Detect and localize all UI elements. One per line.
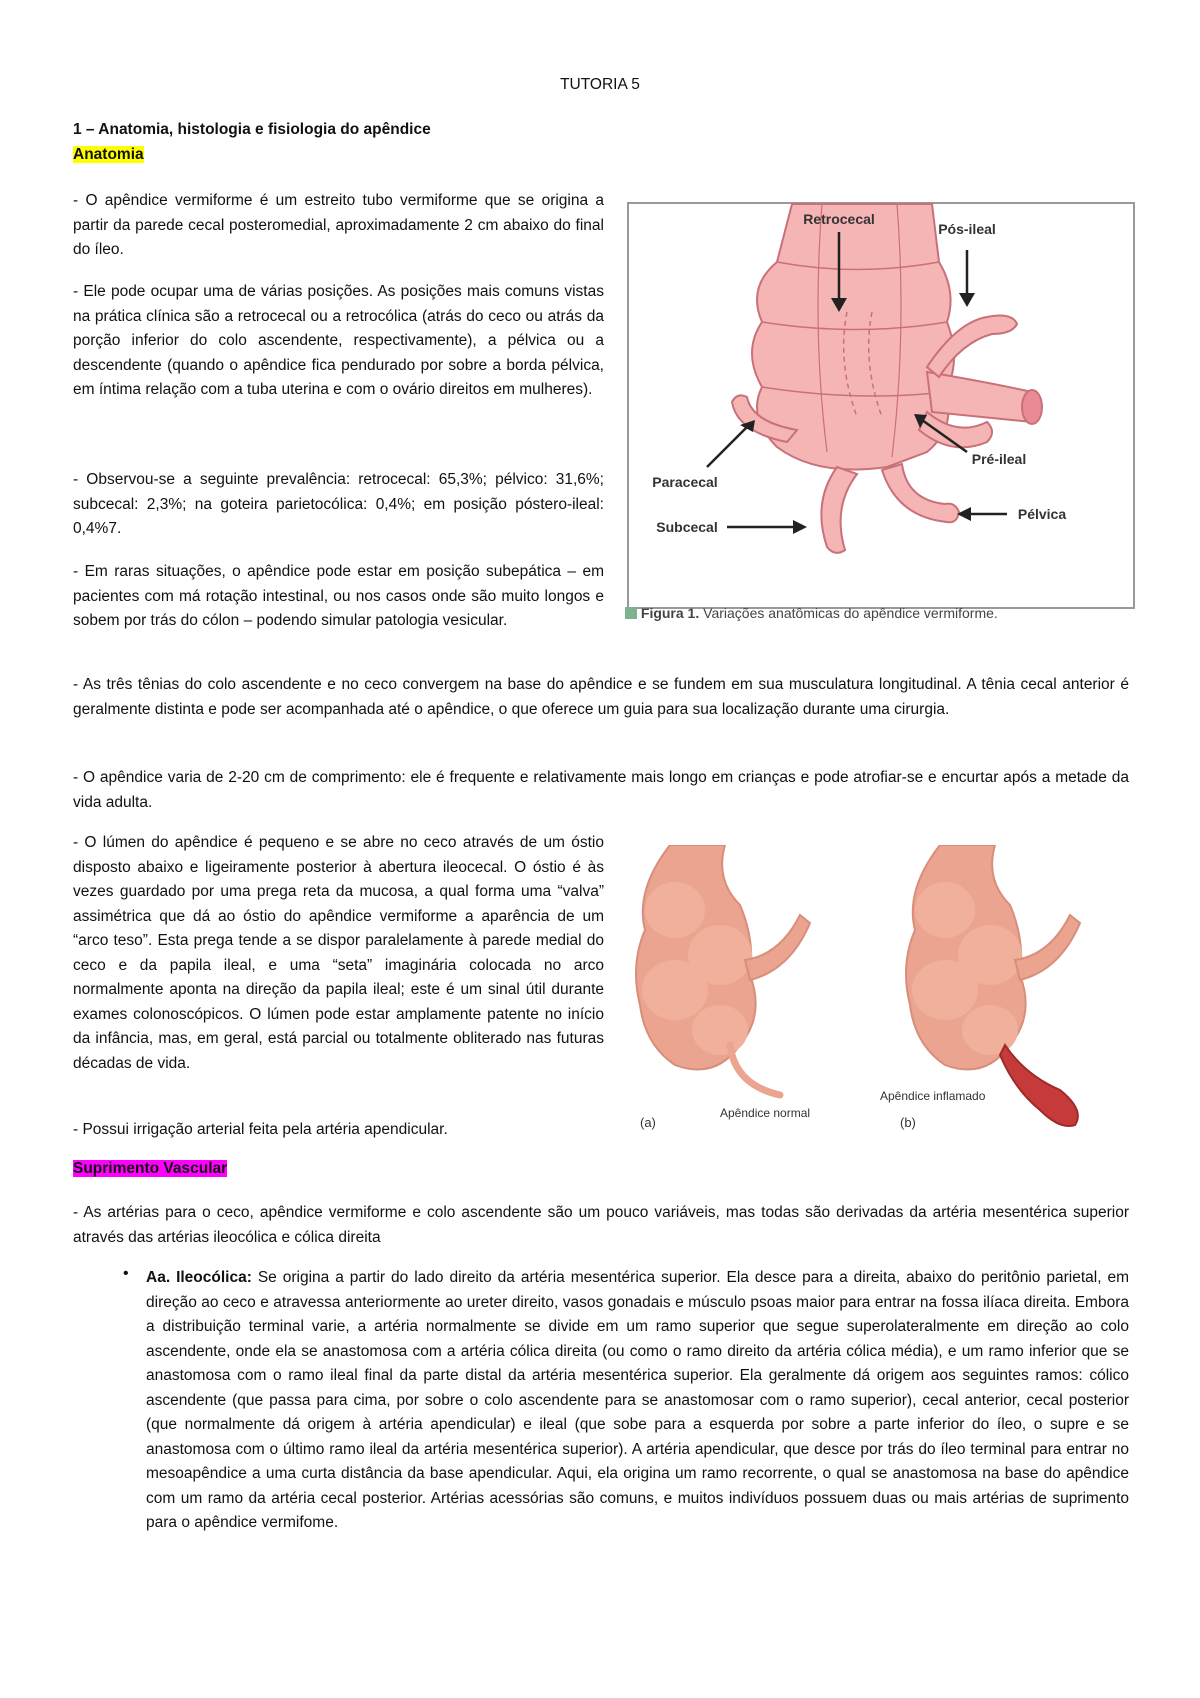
label-pos-ileal: Pós-ileal xyxy=(938,221,996,237)
figure-2-illustration xyxy=(630,845,1150,1145)
label-pre-ileal: Pré-ileal xyxy=(971,451,1027,467)
anatomia-label: Anatomia xyxy=(73,146,144,163)
bullet-paragraph xyxy=(146,1266,1129,1536)
bullet-symbol: • xyxy=(123,1265,129,1282)
label-subcecal: Subcecal xyxy=(656,519,718,535)
paragraph-7: - O lúmen do apêndice é pequeno e se abre no ceco através de um óstio disposto abaixo e ligeiramente posterior à abertura ileocecal. O óstio é às vezes guardado por uma prega reta da mucosa, a qual forma uma “valva” assimétrica que dá ao óstio do apêndice vermiforme a aparência de um “arco teso”. Esta prega tende a se dispor paralelamente à parede medial do ceco e da papila ileal, e uma “seta” imaginária colocada no arco normalmente aponta na direção da papila ileal; este é um sinal útil durante exames colonoscópicos. O lúmen pode estar amplamente patente no início da infância, mas, em geral, está parcial ou totalmente obliterado nas futuras décadas de vida. xyxy=(73,834,604,1072)
label-b: (b) xyxy=(900,1115,916,1130)
cecum-inflamed xyxy=(906,845,1080,1126)
figure-normal-vs-inflamed xyxy=(630,845,1150,1145)
figure-1-illustration xyxy=(627,202,1135,619)
figure-appendix-variations xyxy=(627,202,1135,619)
paragraph-1: - O apêndice vermiforme é um estreito tubo vermiforme que se origina a partir da parede cecal posteromedial, aproximadamente 2 cm abaixo do final do íleo. xyxy=(73,192,604,258)
label-paracecal: Paracecal xyxy=(652,474,718,490)
label-retrocecal: Retrocecal xyxy=(803,211,875,227)
caption-text: Variações anatômicas do apêndice vermiforme. xyxy=(699,605,998,621)
paragraph-8: - Possui irrigação arterial feita pela artéria apendicular. xyxy=(73,1121,448,1138)
bullet-text: Se origina a partir do lado direito da artéria mesentérica superior. Ela desce para a direita, abaixo do peritônio parietal, em direção ao ceco e atravessa anteriormente ao ureter direito, vasos gonadais e músculo psoas maior para entrar na fossa ilíaca direita. Embora a distribuição terminal varie, a artéria normalmente se divide em um ramo superior que segue superolateralmente em direção ao colo ascendente, onde ela se anastomosa com a artéria cólica direita (ou como o ramo direito da artéria cólica média), e um ramo inferior que se anastomosa com o ramo ileal final da parte distal da artéria mesentérica superior. Ela geralmente dá origem aos seguintes ramos: cólico ascendente (que passa para cima, por sobre o colo ascendente para se anastomosar com o ramo superior), cecal anterior, cecal posterior (que normalmente dá origem à artéria apendicular) e ileal (que sobe para a esquerda por sobre a parte inferior do íleo, o supre e se anastomosa com o último ramo ileal da artéria mesentérica superior). A artéria apendicular, que desce por trás do íleo terminal para entrar no mesoapêndice a uma curta distância da base apendicular. Aqui, ela origina um ramo recorrente, o qual se anastomosa na base do apêndice com um ramo da artéria cecal posterior. Artérias acessórias são comuns, e muitos indivíduos possuem duas ou mais artérias de suprimento para o apêndice vermifome. xyxy=(146,1269,1129,1531)
figure-1-caption xyxy=(625,605,998,621)
bullet-lead: Aa. Ileocólica: xyxy=(146,1269,252,1286)
label-inflamed: Apêndice inflamado xyxy=(880,1089,986,1103)
suprimento-label: Suprimento Vascular xyxy=(73,1160,228,1177)
label-pelvica: Pélvica xyxy=(1017,506,1067,522)
caption-bold: Figura 1. xyxy=(640,605,700,621)
document-title: TUTORIA 5 xyxy=(560,76,640,93)
paragraph-5: - As três tênias do colo ascendente e no ceco convergem na base do apêndice e se fundem em sua musculatura longitudinal. A tênia cecal anterior é geralmente distinta e pode ser acompanhada até o apêndice, o que oferece um guia para sua localização durante uma cirurgia. xyxy=(73,676,1129,718)
label-a: (a) xyxy=(640,1115,656,1130)
paragraph-4: - Em raras situações, o apêndice pode estar em posição subepática – em pacientes com má rotação intestinal, ou nos casos onde são muito longos e sobem por trás do cólon – podendo simular patologia vesicular. xyxy=(73,563,604,629)
section-heading: 1 – Anatomia, histologia e fisiologia do apêndice xyxy=(73,121,431,138)
paragraph-3: - Observou-se a seguinte prevalência: retrocecal: 65,3%; pélvico: 31,6%; subcecal: 2,3%; na goteira parietocólica: 0,4%; em posição póstero-ileal: 0,4%7. xyxy=(73,471,604,537)
paragraph-9: - As artérias para o ceco, apêndice vermiforme e colo ascendente são um pouco variáveis, mas todas são derivadas da artéria mesentérica superior através das artérias ileocólica e cólica direita xyxy=(73,1204,1129,1246)
paragraph-6: - O apêndice varia de 2-20 cm de comprimento: ele é frequente e relativamente mais longo em crianças e pode atrofiar-se e encurtar após a metade da vida adulta. xyxy=(73,769,1129,811)
caption-square xyxy=(625,607,637,619)
paragraph-2: - Ele pode ocupar uma de várias posições. As posições mais comuns vistas na prática clínica são a retrocecal ou a retrocólica (atrás do ceco ou atrás da porção inferior do colo ascendente, respectivamente), a pélvica ou a descendente (quando o apêndice fica pendurado por sobre a borda pélvica, em íntima relação com a tuba uterina e com o ovário direitos em mulheres). xyxy=(73,283,604,398)
cecum-normal xyxy=(636,845,810,1095)
label-normal: Apêndice normal xyxy=(720,1106,811,1120)
